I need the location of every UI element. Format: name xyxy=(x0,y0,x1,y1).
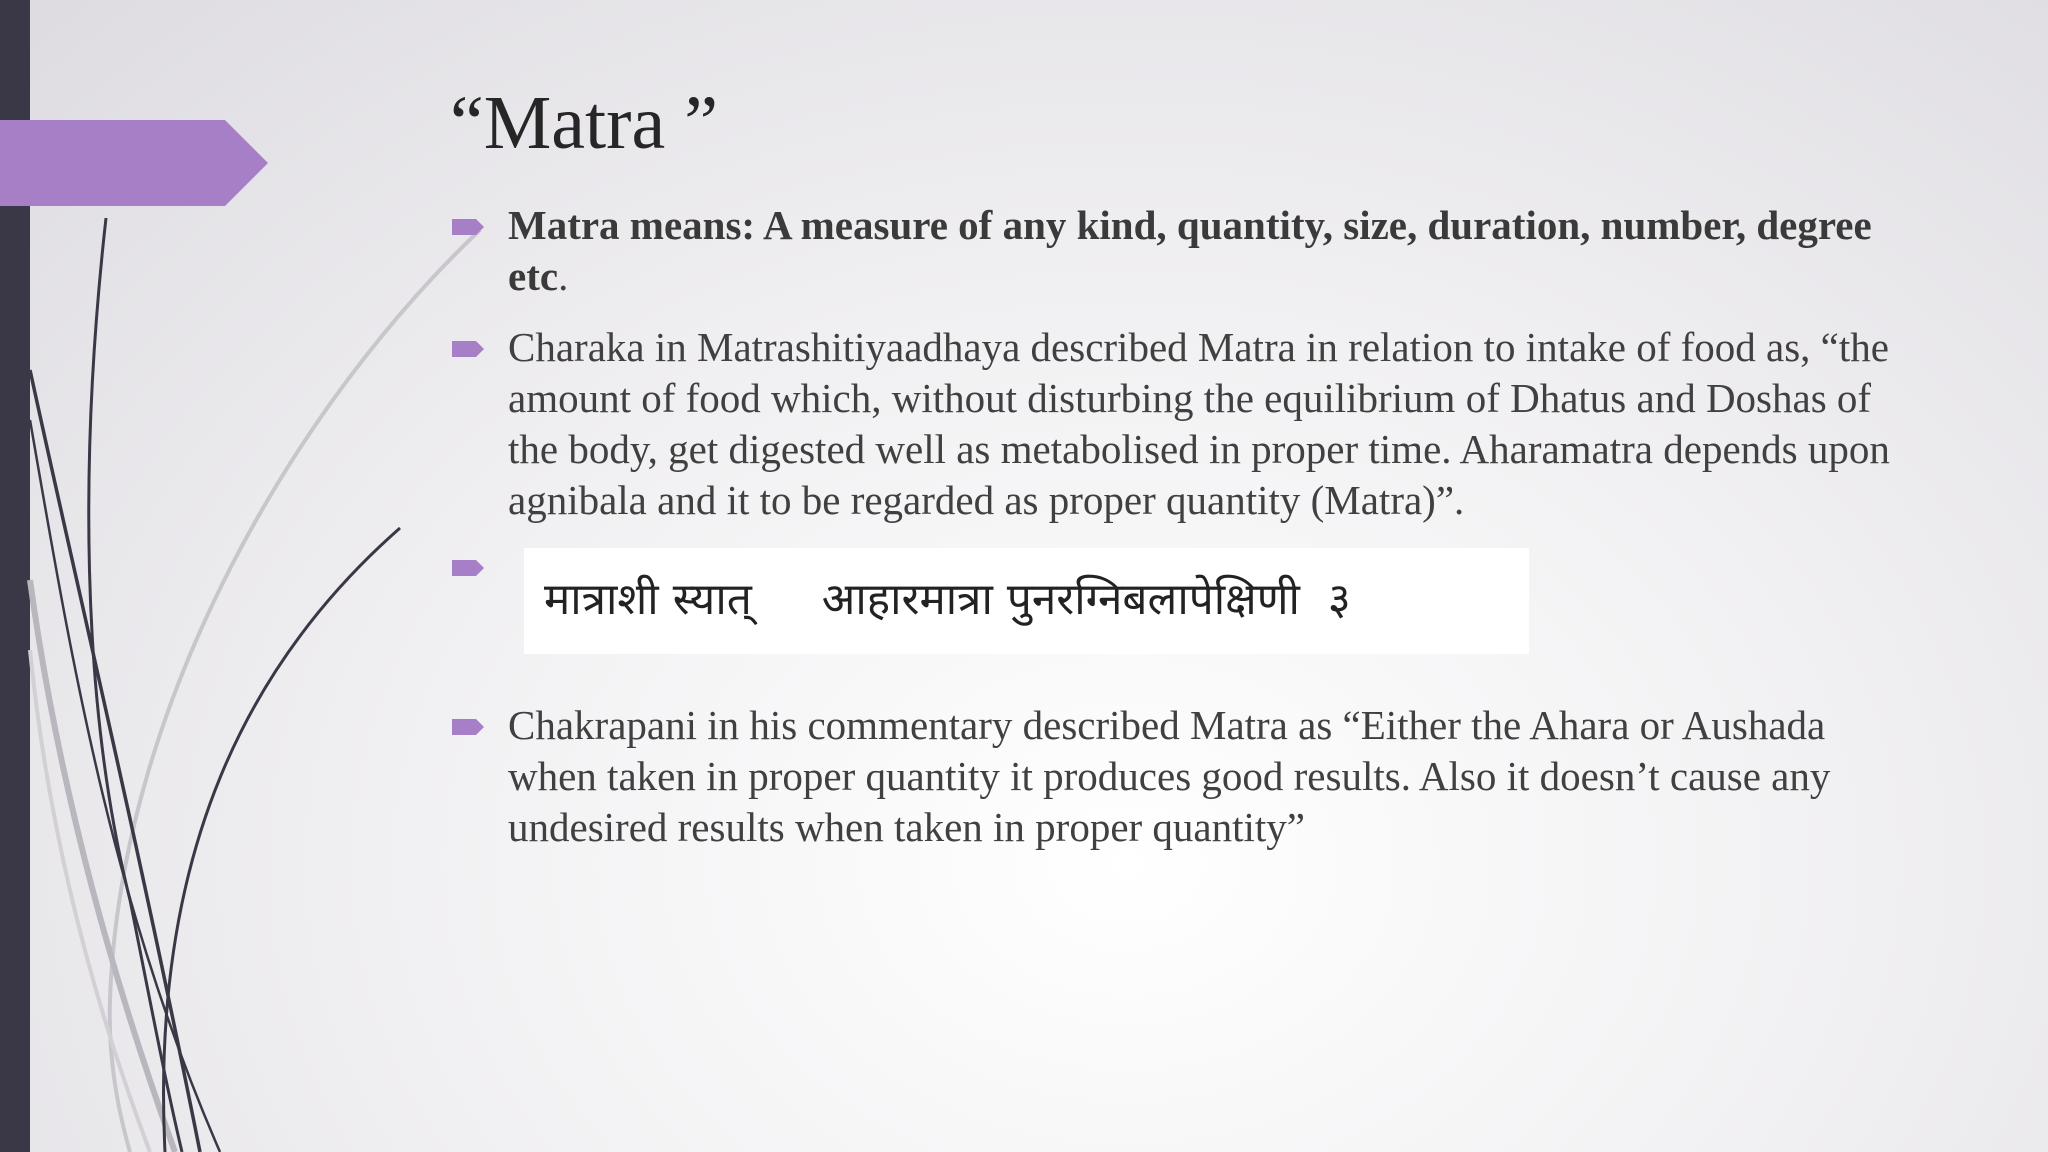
deco-curve-light-2 xyxy=(30,580,175,1152)
bullet-item-charaka xyxy=(452,322,1902,526)
slide-content xyxy=(452,200,1902,853)
deco-curve-dark-3 xyxy=(164,528,400,1152)
bullet-item-sanskrit xyxy=(452,548,1902,656)
bullet-item-definition xyxy=(452,200,1902,302)
bullet-arrow-icon xyxy=(452,219,484,235)
bullet-definition-period: . xyxy=(558,253,569,299)
bullet-charaka-text: Charaka in Matrashitiyaadhaya described Matra in relation to intake of food as, “the amount of food which, without disturbing the equilibrium of Dhatus and Doshas of the body, get digested well as metabolised in proper time. Aharamatra depends upon agnibala and it to be regarded as proper quantity (Matra)”. xyxy=(508,324,1890,523)
bullet-definition-text: Matra means: A measure of any kind, quantity, size, duration, number, degree etc xyxy=(508,202,1872,299)
bullet-arrow-icon xyxy=(452,341,484,357)
slide-title: “Matra ” xyxy=(450,81,718,165)
sanskrit-verse-image xyxy=(524,548,1529,654)
bullet-arrow-icon xyxy=(452,719,484,735)
bullet-arrow-icon xyxy=(452,560,484,576)
sanskrit-verse-text: मात्राशी स्यात् आहारमात्रा पुनरग्निबलापेक्षिणी ३ xyxy=(544,574,1351,625)
title-accent-arrow xyxy=(0,120,268,206)
bullet-chakrapani-text: Chakrapani in his commentary described Matra as “Either the Ahara or Aushada when taken in proper quantity it produces good results. Also it doesn’t cause any undesired results when taken in proper quantity” xyxy=(508,702,1831,850)
deco-curve-dark-4 xyxy=(30,420,220,1152)
bullet-item-chakrapani xyxy=(452,700,1902,853)
